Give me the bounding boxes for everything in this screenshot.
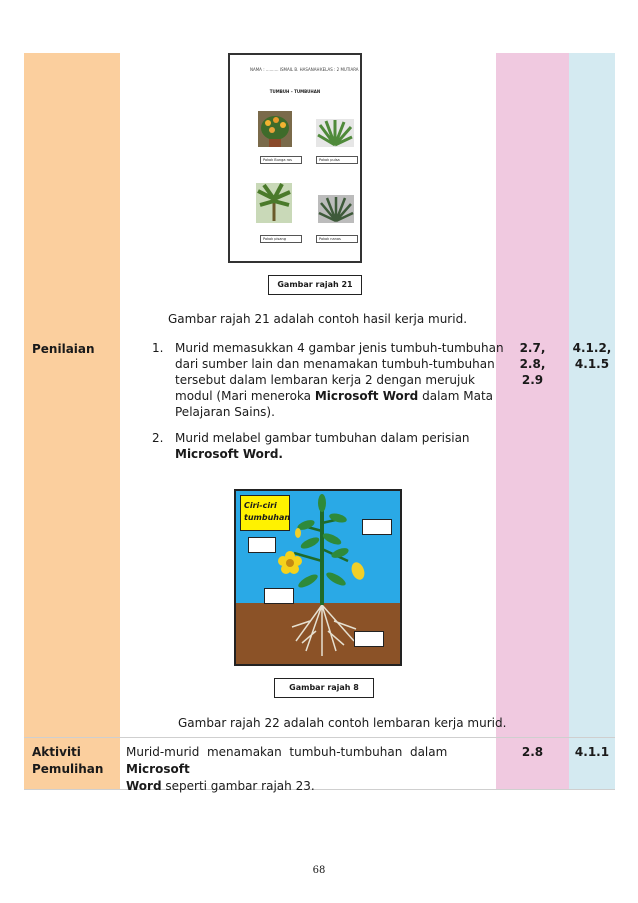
pemulihan-desc-pre: Murid-murid menamakan tumbuh-tumbuhan dalam	[126, 745, 452, 759]
item-1-line-4-bold: Microsoft Word	[314, 389, 419, 403]
worksheet-class-label: KELAS : 2 MUTIARA	[320, 67, 359, 72]
label-box-root	[354, 631, 384, 647]
figure-22-note: Gambar rajah 22 adalah contoh lembaran kerja murid.	[178, 716, 507, 730]
standard-column	[496, 53, 569, 790]
item-1-number: 1.	[152, 341, 164, 355]
pemulihan-label-line-2: Pemulihan	[32, 762, 104, 776]
pemulihan-desc-bold-2: Word	[126, 779, 162, 793]
label-box-flower	[248, 537, 276, 553]
pemulihan-skill: 4.1.1	[574, 745, 610, 759]
penilaian-skill: 4.1.2, 4.1.5	[572, 341, 612, 371]
page-number: 68	[312, 865, 326, 876]
diagram-title-line-2: tumbuhan	[244, 513, 291, 522]
pemulihan-label-line-1: Aktiviti	[32, 745, 81, 759]
label-box-stem	[264, 588, 294, 604]
pemulihan-desc-post: seperti gambar rajah 23.	[161, 779, 315, 793]
item-1-line-4-pre: modul (Mari meneroka	[175, 389, 315, 403]
worksheet-caption-4: Pokok nanas	[316, 235, 358, 243]
figure-21-caption: Gambar rajah 21	[268, 275, 362, 295]
skill-column	[569, 53, 615, 790]
item-1-line-1: Murid memasukkan 4 gambar jenis tumbuh-tumbuhan	[175, 341, 504, 355]
pemulihan-standard: 2.8	[521, 745, 544, 759]
row-separator	[24, 737, 615, 738]
figure-8-caption: Gambar rajah 8	[274, 678, 374, 698]
label-box-leaf	[362, 519, 392, 535]
penilaian-standard: 2.7, 2.8, 2.9	[519, 341, 546, 387]
pineapple-plant-image	[318, 195, 354, 223]
item-2-line-2: Microsoft Word.	[175, 447, 283, 461]
item-1-line-4	[175, 388, 493, 404]
item-1-line-4-post: dalam Mata	[418, 389, 494, 403]
diagram-title-line-1: Ciri-ciri	[244, 501, 277, 510]
worksheet-title: TUMBUH – TUMBUHAN	[269, 89, 321, 94]
pemulihan-description	[126, 744, 492, 795]
penilaian-label: Penilaian	[32, 342, 95, 356]
label-column	[24, 53, 120, 790]
item-2-number: 2.	[152, 431, 164, 445]
banana-plant-image	[256, 183, 292, 223]
figure-21-note: Gambar rajah 21 adalah contoh hasil kerja murid.	[168, 312, 468, 326]
worksheet-name-label: NAMA : .......... ISMAIL B. HASANAH	[250, 67, 320, 72]
worksheet-caption-1: Pokok Bunga ros	[260, 156, 302, 164]
item-1-line-3: tersebut dalam lembaran kerja 2 dengan merujuk	[175, 373, 475, 387]
plant-diagram	[234, 489, 402, 666]
item-2-line-1: Murid melabel gambar tumbuhan dalam perisian	[175, 431, 470, 445]
aloe-plant-image	[316, 119, 354, 147]
worksheet-caption-2: Pokok pulsa	[316, 156, 358, 164]
rose-plant-image	[258, 111, 292, 147]
worksheet-caption-3: Pokok pisang	[260, 235, 302, 243]
item-1-line-2: dari sumber lain dan menamakan tumbuh-tumbuhan	[175, 357, 495, 371]
item-1-line-5: Pelajaran Sains).	[175, 405, 275, 419]
worksheet-figure	[228, 53, 362, 263]
pemulihan-desc-bold-1: Microsoft	[126, 762, 190, 776]
